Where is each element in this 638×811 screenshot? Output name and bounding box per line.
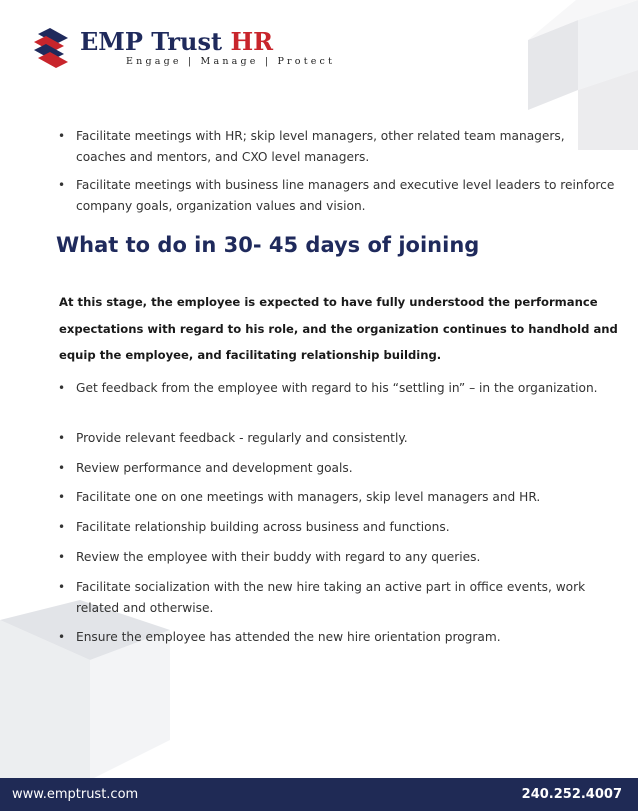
section-heading: What to do in 30- 45 days of joining — [56, 233, 480, 257]
list-item: • Facilitate socialization with the new hire taking an active part in office events, work related and otherwise. — [58, 580, 586, 615]
list-item: • Facilitate relationship building across business and functions. — [58, 520, 450, 534]
logo-flag-icon — [30, 28, 76, 68]
company-logo — [30, 26, 335, 70]
list-item: • Provide relevant feedback - regularly and consistently. — [58, 431, 408, 445]
list-item: • Facilitate meetings with HR; skip level managers, other related team managers, coaches and mentors, and CXO level managers. — [58, 129, 565, 164]
list-item: • Facilitate one on one meetings with managers, skip level managers and HR. — [58, 490, 541, 504]
list-item: • Review the employee with their buddy with regard to any queries. — [58, 550, 481, 564]
list-item: • Review performance and development goals. — [58, 461, 353, 475]
list-item: • Ensure the employee has attended the new hire orientation program. — [58, 630, 501, 644]
footer-phone: 240.252.4007 — [521, 787, 622, 802]
list-item: • Get feedback from the employee with regard to his “settling in” – in the organization. — [58, 381, 598, 395]
list-item: • Facilitate meetings with business line managers and executive level leaders to reinforce company goals, organization values and vision. — [58, 178, 615, 213]
section-intro: At this stage, the employee is expected to have fully understood the performance expectations with regard to his role, and the organization continues to handhold and equip the employee, and facilitating relationship building. — [59, 295, 618, 362]
brand-tagline: Engage | Manage | Protect — [126, 56, 336, 67]
footer-bar — [0, 778, 638, 811]
brand-name: EMP Trust HR — [80, 27, 274, 56]
footer-website-link[interactable]: www.emptrust.com — [12, 787, 139, 802]
